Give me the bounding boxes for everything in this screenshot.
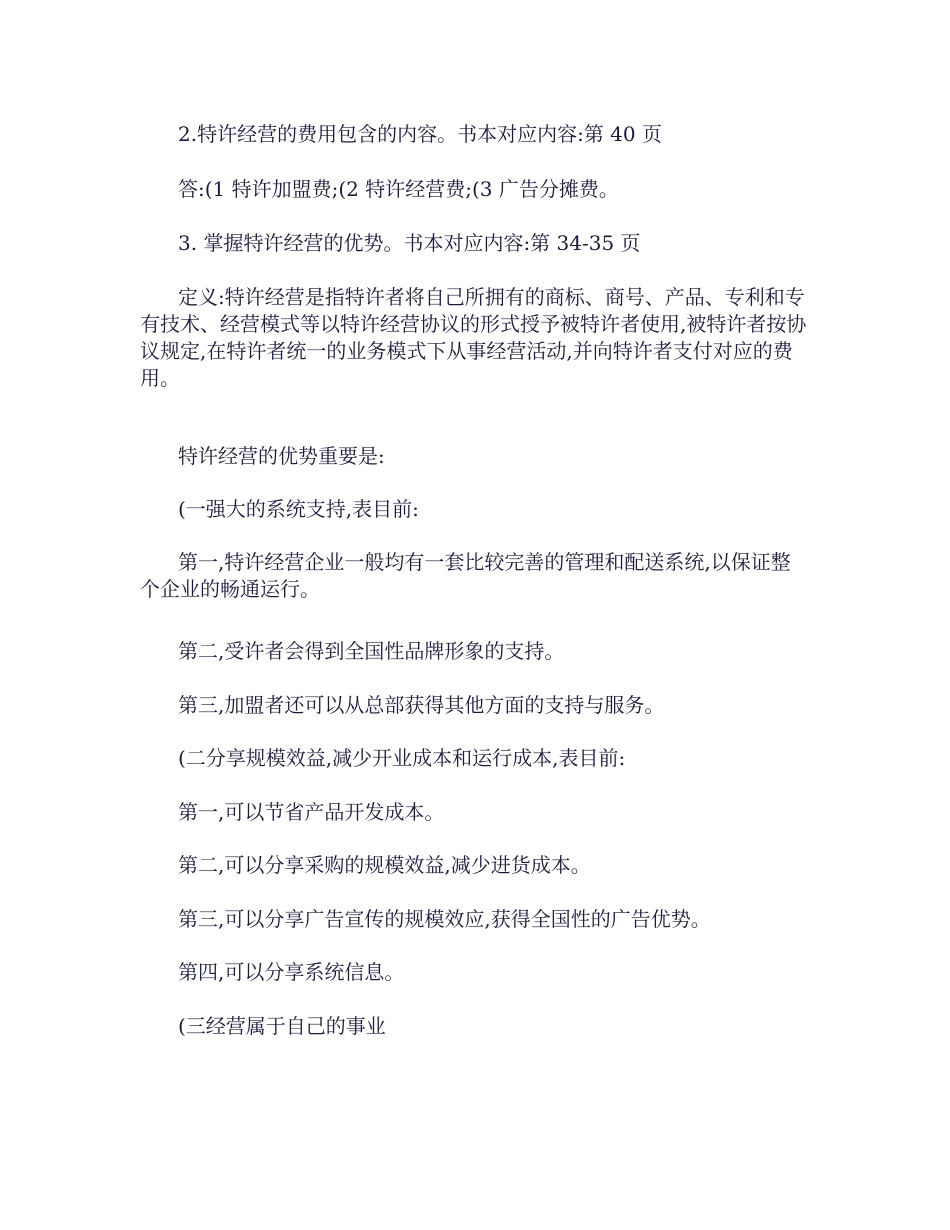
paragraph-fee-answer: 答:(1 特许加盟费;(2 特许经营费;(3 广告分摊费。 [178, 177, 619, 201]
paragraph-point-2-4: 第四,可以分享系统信息。 [178, 960, 405, 984]
paragraph-point-2-3: 第三,可以分享广告宣传的规模效应,获得全国性的广告优势。 [178, 907, 711, 931]
paragraph-definition: 定义:特许经营是指特许者将自己所拥有的商标、商号、产品、专利和专有技术、经营模式等以特许经营协议的形式授予被特许者使用,被特许者按协议规定,在特许者统一的业务模式下从事经营活动,并向特许者支付对应的费用。 [140, 285, 807, 390]
paragraph-point-1-3: 第三,加盟者还可以从总部获得其他方面的支持与服务。 [178, 693, 665, 717]
paragraph-point-2-2: 第二,可以分享采购的规模效益,减少进货成本。 [178, 853, 591, 877]
paragraph-point-2-1: 第一,可以节省产品开发成本。 [178, 800, 445, 824]
paragraph-advantages-intro: 特许经营的优势重要是: [178, 444, 385, 468]
paragraph-advantage-question: 3. 掌握特许经营的优势。书本对应内容:第 34-35 页 [178, 231, 641, 255]
paragraph-section-one: (一强大的系统支持,表目前: [178, 497, 419, 521]
paragraph-fee-question: 2.特许经营的费用包含的内容。书本对应内容:第 40 页 [178, 122, 662, 146]
paragraph-point-1-2: 第二,受许者会得到全国性品牌形象的支持。 [178, 639, 565, 663]
paragraph-point-1-1: 第一,特许经营企业一般均有一套比较完善的管理和配送系统,以保证整个企业的畅通运行。 [140, 550, 791, 601]
paragraph-section-two: (二分享规模效益,减少开业成本和运行成本,表目前: [178, 746, 626, 770]
paragraph-section-three: (三经营属于自己的事业 [178, 1014, 386, 1038]
